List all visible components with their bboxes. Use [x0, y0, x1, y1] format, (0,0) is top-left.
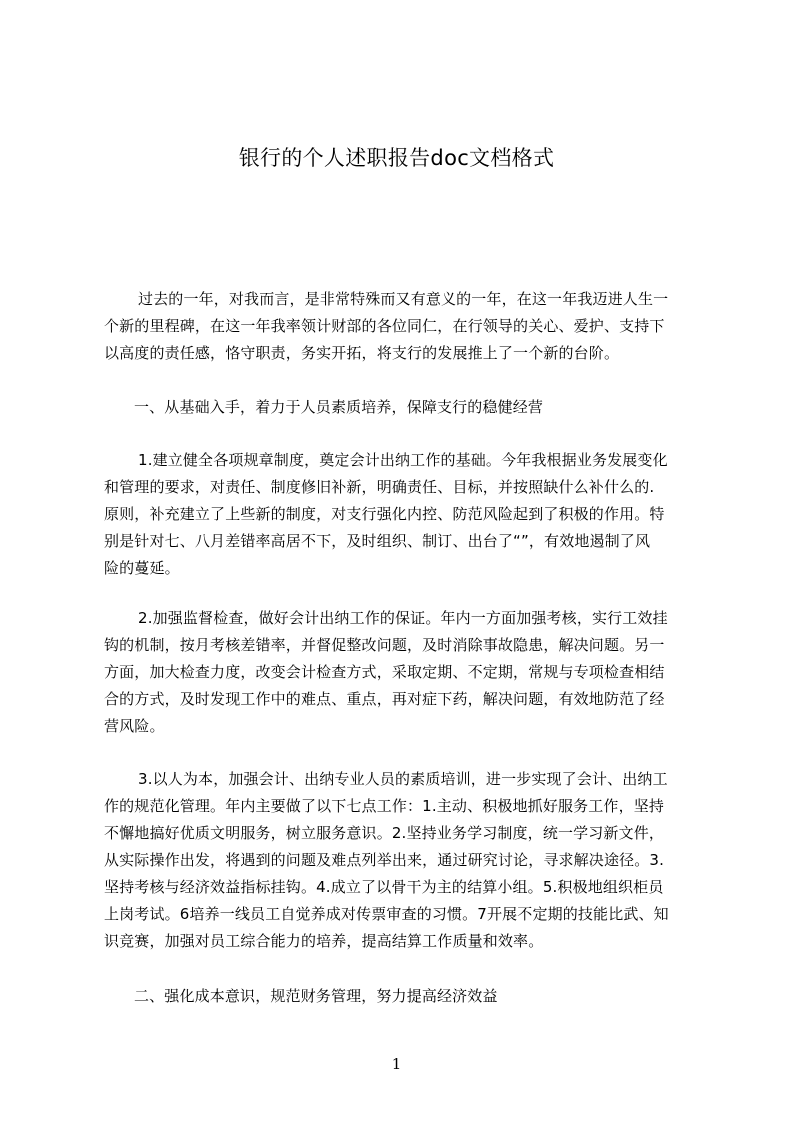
text-line: 别是针对七、八月差错率高居不下，及时组织、制订、出台了“”，有效地遏制了风 [104, 532, 651, 550]
text-line: 上岗考试。6培养一线员工自觉养成对传票审查的习惯。7开展不定期的技能比武、知 [104, 905, 669, 923]
heading-text: 一、从基础入手，着力于人员素质培养，保障支行的稳健经营 [134, 398, 544, 416]
text-line: 识竞赛，加强对员工综合能力的培养，提高结算工作质量和效率。 [104, 932, 544, 950]
text-line: 钩的机制，按月考核差错率，并督促整改问题，及时消除事故隐患，解决问题。另一 [104, 636, 665, 654]
document-title: 银行的个人述职报告doc文档格式 [238, 146, 555, 170]
heading-text: 二、强化成本意识，规范财务管理，努力提高经济效益 [134, 987, 498, 1005]
text-line: 险的蔓延。 [104, 559, 180, 577]
paragraph-item-1 [104, 447, 698, 582]
text-line: 过去的一年，对我而言，是非常特殊而又有意义的一年，在这一年我迈进人生一 [138, 290, 669, 308]
section-heading-2 [104, 983, 698, 1010]
text-line: 3.以人为本，加强会计、出纳专业人员的素质培训，进一步实现了会计、出纳工 [138, 770, 668, 788]
page-number: 1 [391, 1055, 402, 1073]
text-line: 个新的里程碑，在这一年我率领计财部的各位同仁，在行领导的关心、爱护、支持下 [104, 317, 665, 335]
text-line: 以高度的责任感，恪守职责，务实开拓，将支行的发展推上了一个新的台阶。 [104, 344, 620, 362]
text-line: 1.建立健全各项规章制度，奠定会计出纳工作的基础。今年我根据业务发展变化 [138, 451, 668, 469]
text-line: 原则，补充建立了上些新的制度，对支行强化内控、防范风险起到了积极的作用。特 [104, 505, 665, 523]
text-line: 和管理的要求，对责任、制度修旧补新，明确责任、目标，并按照缺什么补什么的. [104, 478, 655, 496]
text-line: 作的规范化管理。年内主要做了以下七点工作：1.主动、积极地抓好服务工作，坚持 [104, 797, 665, 815]
text-line: 从实际操作出发，将遇到的问题及难点列举出来，通过研究讨论，寻求解决途径。3. [104, 851, 665, 869]
text-line: 坚持考核与经济效益指标挂钩。4.成立了以骨干为主的结算小组。5.积极地组织柜员 [104, 878, 664, 896]
text-line: 营风险。 [104, 717, 165, 735]
paragraph-item-3 [104, 766, 698, 955]
text-line: 方面，加大检查力度，改变会计检查方式，采取定期、不定期，常规与专项检查相结 [104, 663, 665, 681]
text-line: 2.加强监督检查，做好会计出纳工作的保证。年内一方面加强考核，实行工效挂 [138, 609, 668, 627]
text-line: 合的方式，及时发现工作中的难点、重点，再对症下药，解决问题，有效地防范了经 [104, 690, 665, 708]
paragraph-intro [104, 286, 698, 367]
text-line: 不懈地搞好优质文明服务，树立服务意识。2.坚持业务学习制度，统一学习新文件， [104, 824, 665, 842]
section-heading-1 [104, 394, 698, 421]
paragraph-item-2 [104, 605, 698, 740]
